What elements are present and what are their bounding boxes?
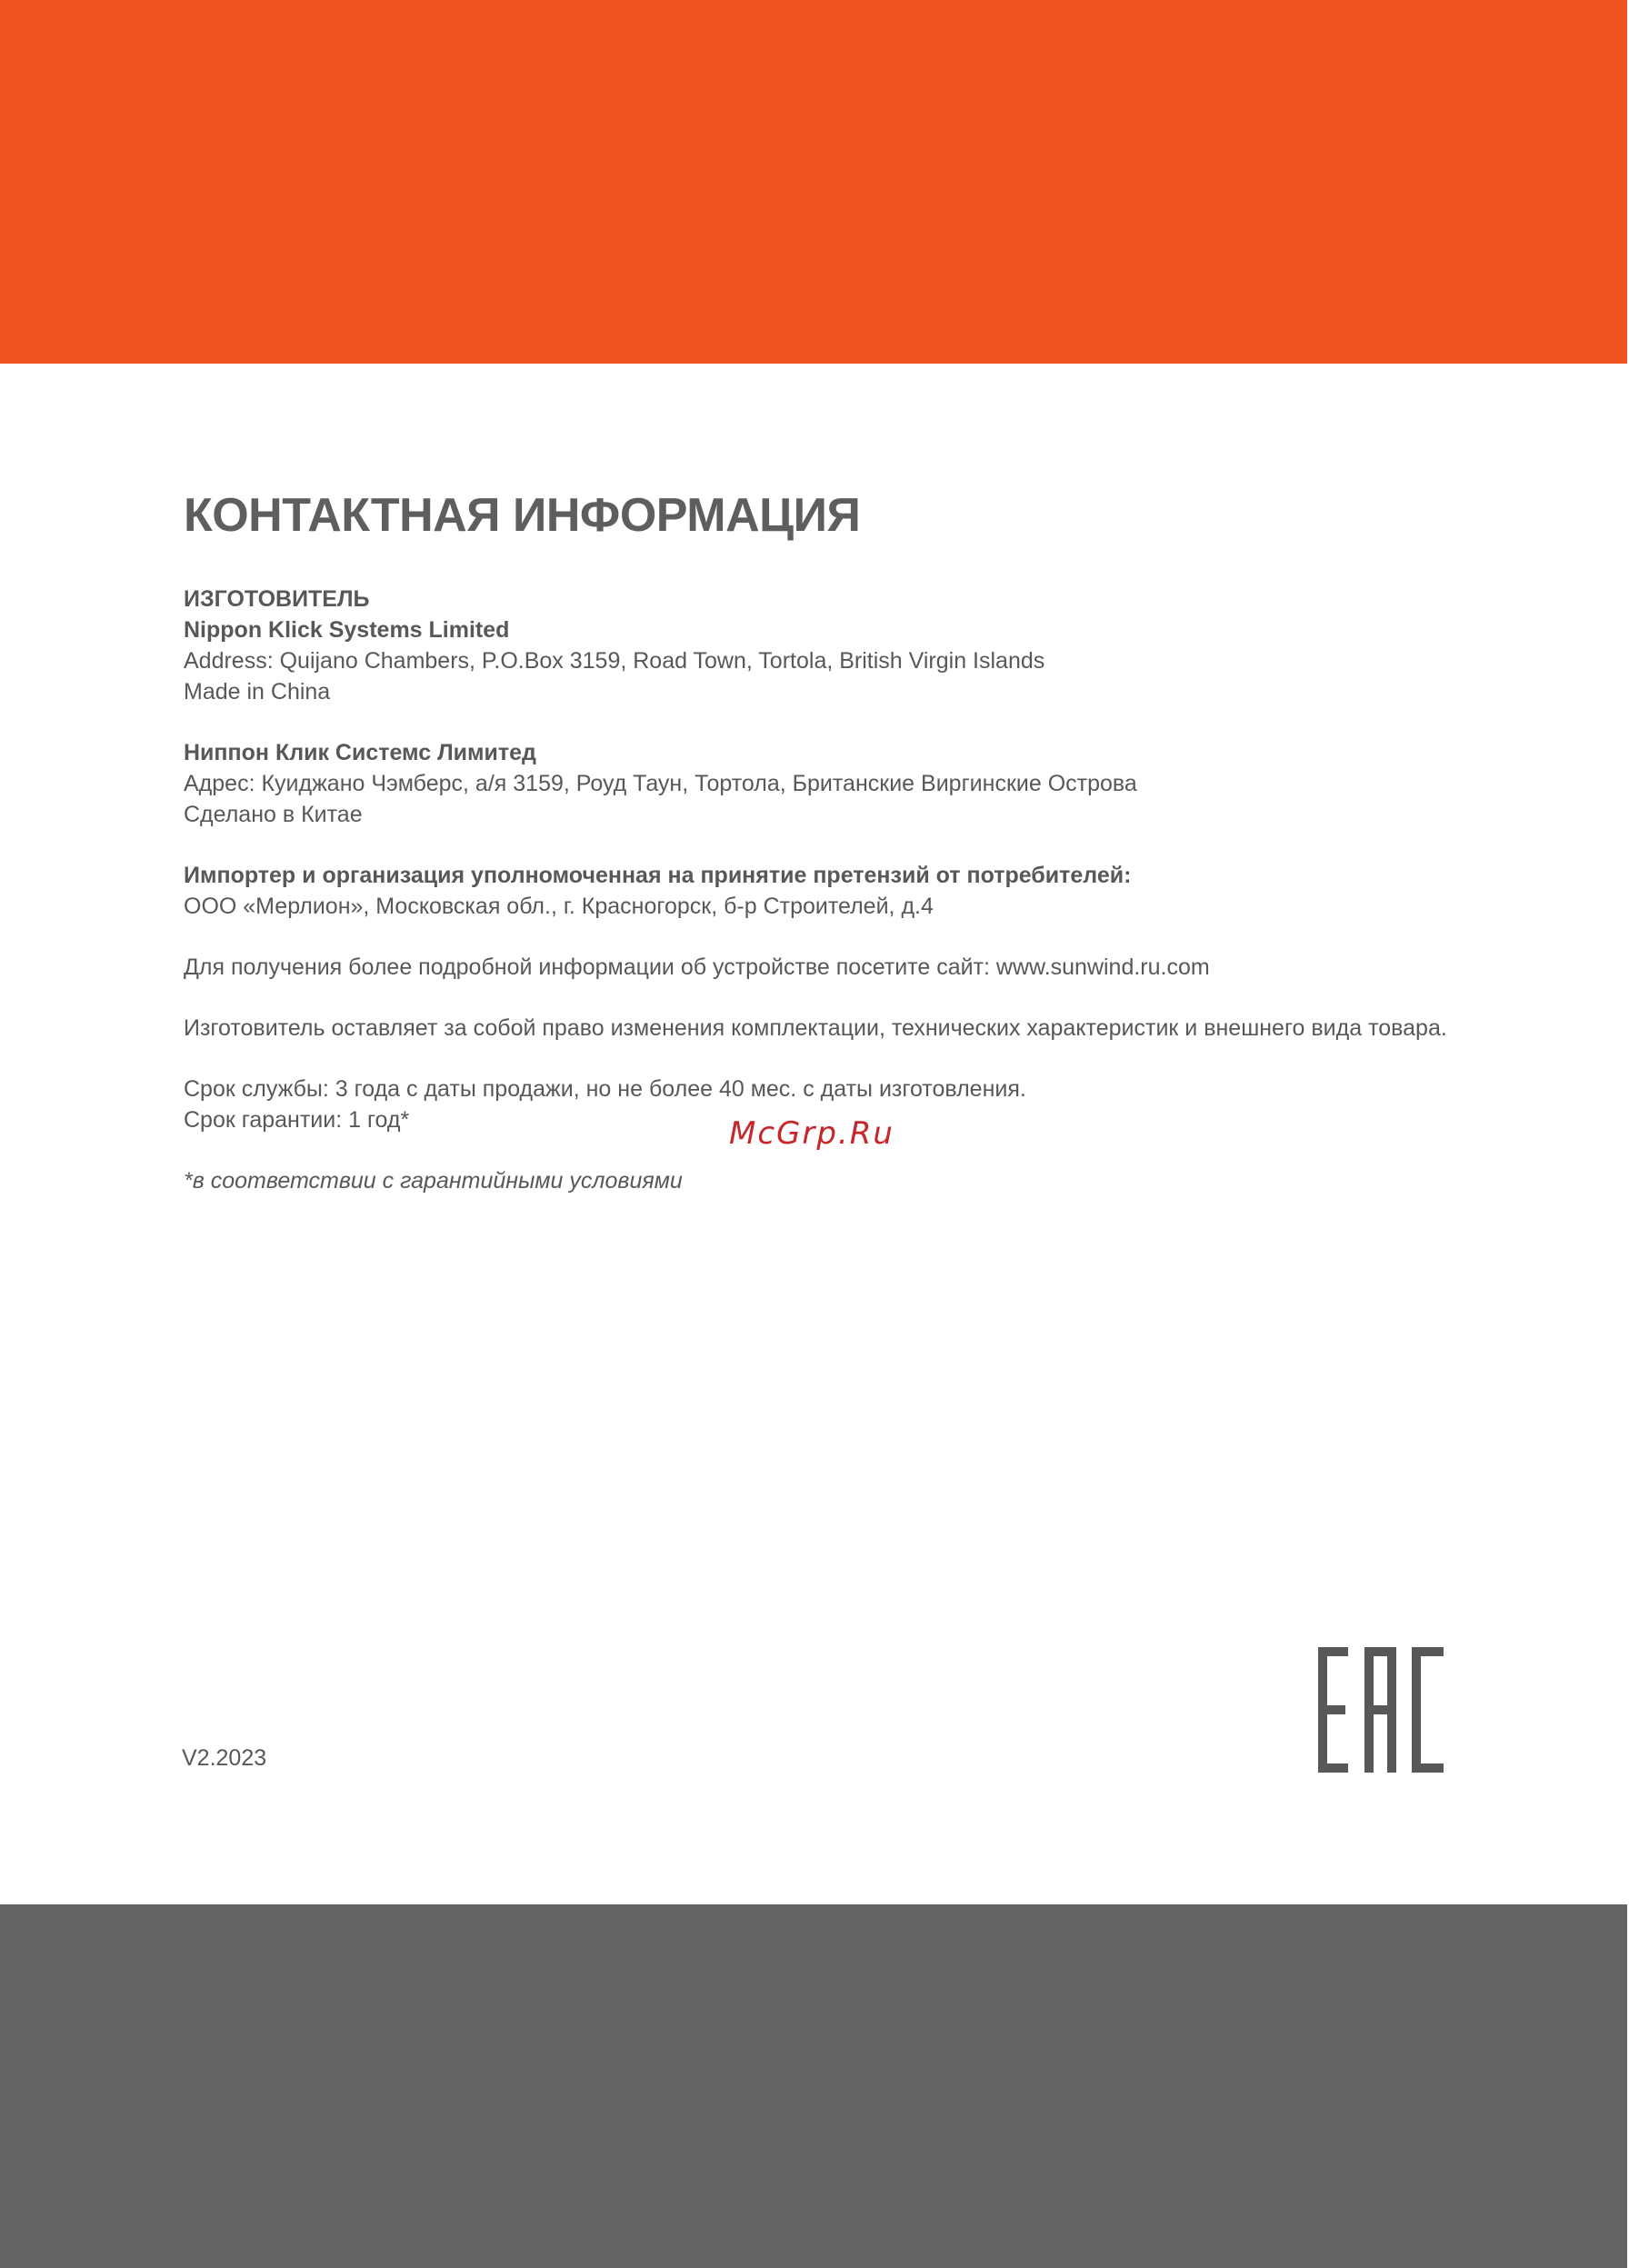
info-block <box>184 952 1474 983</box>
eac-certification-icon <box>1318 1647 1444 1773</box>
warranty-period: Срок гарантии: 1 год* <box>184 1107 410 1133</box>
rights-note: Изготовитель оставляет за собой право изменения комплектации, технических характеристик и внешнего вида товара. <box>184 1015 1447 1041</box>
manufacturer-en-block <box>184 584 1474 707</box>
manufacturer-origin-en: Made in China <box>184 679 331 704</box>
footnote-block <box>184 1165 1474 1196</box>
footer-color-band <box>0 1904 1629 2268</box>
header-color-band <box>0 0 1629 364</box>
manufacturer-name-ru: Ниппон Клик Системс Лимитед <box>184 740 536 765</box>
service-life: Срок службы: 3 года с даты продажи, но не более 40 мес. с даты изготовления. <box>184 1076 1026 1102</box>
version-label: V2.2023 <box>182 1745 267 1771</box>
importer-block <box>184 860 1474 922</box>
manufacturer-origin-ru: Сделано в Китае <box>184 802 363 827</box>
importer-label: Импортер и организация уполномоченная на принятие претензий от потребителей: <box>184 863 1132 888</box>
manufacturer-label: ИЗГОТОВИТЕЛЬ <box>184 586 370 612</box>
manufacturer-address-en: Address: Quijano Chambers, P.O.Box 3159, Road Town, Tortola, British Virgin Islands <box>184 648 1045 674</box>
importer-details: ООО «Мерлион», Московская обл., г. Красногорск, б-р Строителей, д.4 <box>184 894 934 919</box>
manufacturer-ru-block <box>184 737 1474 830</box>
manufacturer-address-ru: Адрес: Куиджано Чэмберс, а/я 3159, Роуд Таун, Тортола, Британские Виргинские Острова <box>184 771 1137 796</box>
info-note: Для получения более подробной информации об устройстве посетите сайт: www.sunwind.ru.com <box>184 954 1210 980</box>
manufacturer-name-en: Nippon Klick Systems Limited <box>184 617 510 643</box>
warranty-footnote: *в соответствии с гарантийными условиями <box>184 1168 683 1194</box>
page-title: КОНТАКТНАЯ ИНФОРМАЦИЯ <box>184 489 861 542</box>
watermark: McGrp.Ru <box>729 1115 894 1152</box>
rights-block <box>184 1013 1474 1044</box>
